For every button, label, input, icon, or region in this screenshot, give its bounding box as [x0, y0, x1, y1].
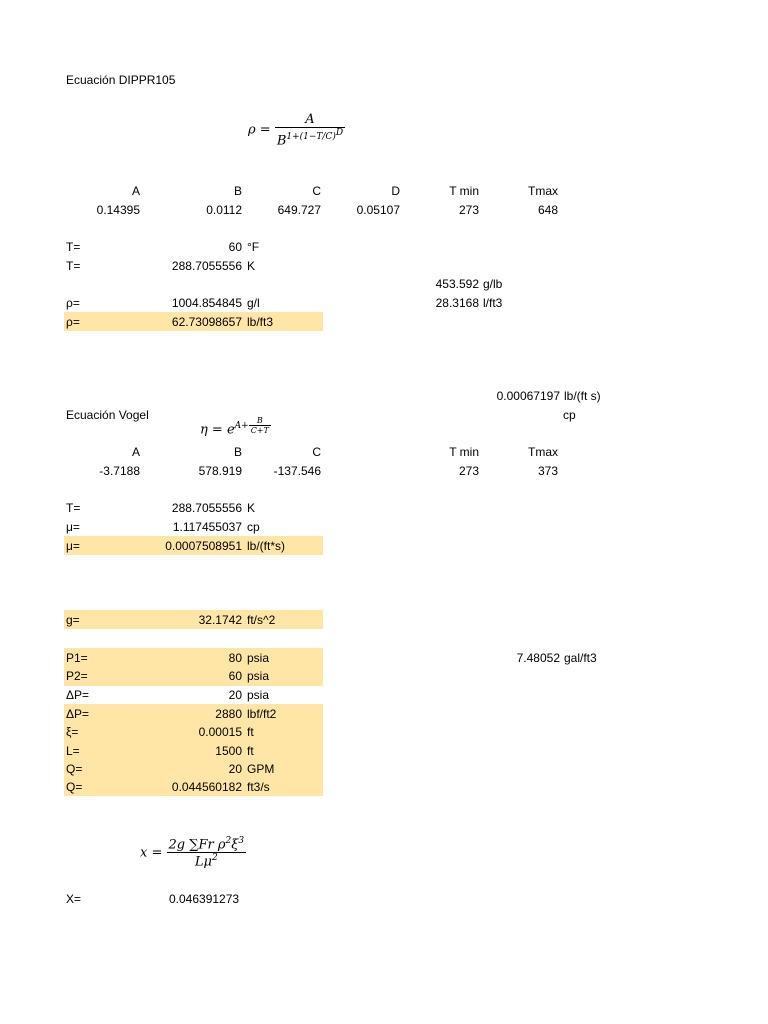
param-unit: psia: [247, 669, 270, 683]
vogel-value-c: -137.546: [273, 464, 321, 478]
param-value: 1500: [215, 744, 242, 758]
dippr-header-c: C: [312, 184, 321, 198]
dippr-title: Ecuación DIPPR105: [66, 73, 176, 87]
dippr-row-value: 288.7055556: [171, 259, 242, 273]
vogel-row-unit: K: [247, 501, 256, 515]
vogel-row-label: μ=: [66, 520, 80, 534]
param-label: Q=: [66, 780, 83, 794]
param-value: 20: [228, 688, 242, 702]
vogel-row-unit: cp: [247, 520, 260, 534]
conversion-l-per-ft3-value: 28.3168: [435, 296, 479, 310]
vogel-side-unit-cp: cp: [563, 408, 576, 422]
param-unit: psia: [247, 688, 270, 702]
dippr-value-tmin: 273: [458, 203, 479, 217]
gravity-label: g=: [66, 613, 80, 627]
dippr-value-b: 0.0112: [206, 203, 242, 217]
highlight-params-top: [64, 648, 323, 686]
dippr-row-unit: °F: [247, 240, 260, 254]
param-label: ξ=: [66, 725, 79, 739]
dippr-row-unit: lb/ft3: [247, 315, 274, 329]
vogel-header-b: B: [233, 445, 242, 459]
param-value: 80: [228, 651, 242, 665]
param-value: 20: [228, 762, 242, 776]
dippr-row-value: 62.73098657: [171, 315, 242, 329]
dippr-formula: ρ = $\frac{A}{B^{1+(1-T/C)^D}}$: [248, 112, 344, 149]
dippr-header-b: B: [233, 184, 242, 198]
conversion-g-per-lb-unit: g/lb: [483, 277, 503, 291]
dippr-header-d: D: [391, 184, 400, 198]
dippr-row-label: T=: [66, 240, 81, 254]
vogel-header-c: C: [312, 445, 321, 459]
param-label: P2=: [66, 669, 88, 683]
param-label: L=: [66, 744, 80, 758]
x-formula: x = $\frac{2g \sum Fr \rho^2\xi^3}{L\mu^2}$: [140, 836, 245, 870]
dippr-value-a: 0.14395: [96, 203, 140, 217]
param-label: Q=: [66, 762, 83, 776]
vogel-value-a: -3.7188: [99, 464, 140, 478]
result-value: 0.046391273: [169, 892, 240, 906]
dippr-value-c: 649.727: [277, 203, 321, 217]
dippr-header-tmin: T min: [449, 184, 479, 198]
dippr-value-d: 0.05107: [356, 203, 400, 217]
param-label: ΔP=: [66, 688, 90, 702]
vogel-row-value: 1.117455037: [172, 520, 242, 534]
vogel-row-label: μ=: [66, 539, 80, 553]
dippr-header-tmax: Tmax: [528, 184, 558, 198]
vogel-header-a: A: [131, 445, 140, 459]
gravity-unit: ft/s^2: [247, 613, 276, 627]
vogel-value-b: 578.919: [198, 464, 242, 478]
vogel-row-value: 0.0007508951: [165, 539, 242, 553]
param-unit: ft3/s: [247, 780, 270, 794]
conversion-l-per-ft3-unit: l/ft3: [483, 296, 503, 310]
param-value: 60: [228, 669, 242, 683]
param-value: 0.00015: [198, 725, 242, 739]
param-unit: psia: [247, 651, 270, 665]
vogel-title: Ecuación Vogel: [66, 408, 149, 422]
gal-per-ft3-unit: gal/ft3: [564, 651, 597, 665]
vogel-formula: $\eta = e^{A+ \frac{B}{C+T}}$: [200, 416, 269, 438]
dippr-value-tmax: 648: [537, 203, 558, 217]
param-unit: lbf/ft2: [247, 707, 277, 721]
param-unit: GPM: [247, 762, 275, 776]
vogel-value-tmin: 273: [458, 464, 479, 478]
dippr-header-a: A: [131, 184, 140, 198]
vogel-row-value: 288.7055556: [171, 501, 242, 515]
param-value: 2880: [215, 707, 242, 721]
vogel-value-tmax: 373: [537, 464, 558, 478]
dippr-row-label: ρ=: [66, 296, 80, 310]
param-unit: ft: [247, 744, 254, 758]
vogel-header-tmax: Tmax: [528, 445, 558, 459]
result-label: X=: [66, 892, 82, 906]
vogel-header-tmin: T min: [449, 445, 479, 459]
param-label: ΔP=: [66, 707, 90, 721]
dippr-row-label: ρ=: [66, 315, 80, 329]
param-label: P1=: [66, 651, 88, 665]
dippr-row-value: 1004.854845: [171, 296, 242, 310]
vogel-row-unit: lb/(ft*s): [247, 539, 286, 553]
conversion-g-per-lb-value: 453.592: [435, 277, 479, 291]
highlight-gravity: [64, 610, 323, 629]
dippr-row-unit: g/l: [247, 296, 260, 310]
gravity-value: 32.1742: [198, 613, 242, 627]
dippr-row-unit: K: [247, 259, 256, 273]
dippr-row-value: 60: [228, 240, 242, 254]
vogel-row-label: T=: [66, 501, 81, 515]
dippr-row-label: T=: [66, 259, 81, 273]
vogel-side-value: 0.00067197: [496, 389, 560, 403]
param-unit: ft: [247, 725, 254, 739]
vogel-side-unit: lb/(ft s): [564, 389, 601, 403]
param-value: 0.044560182: [171, 780, 242, 794]
gal-per-ft3-value: 7.48052: [516, 651, 560, 665]
